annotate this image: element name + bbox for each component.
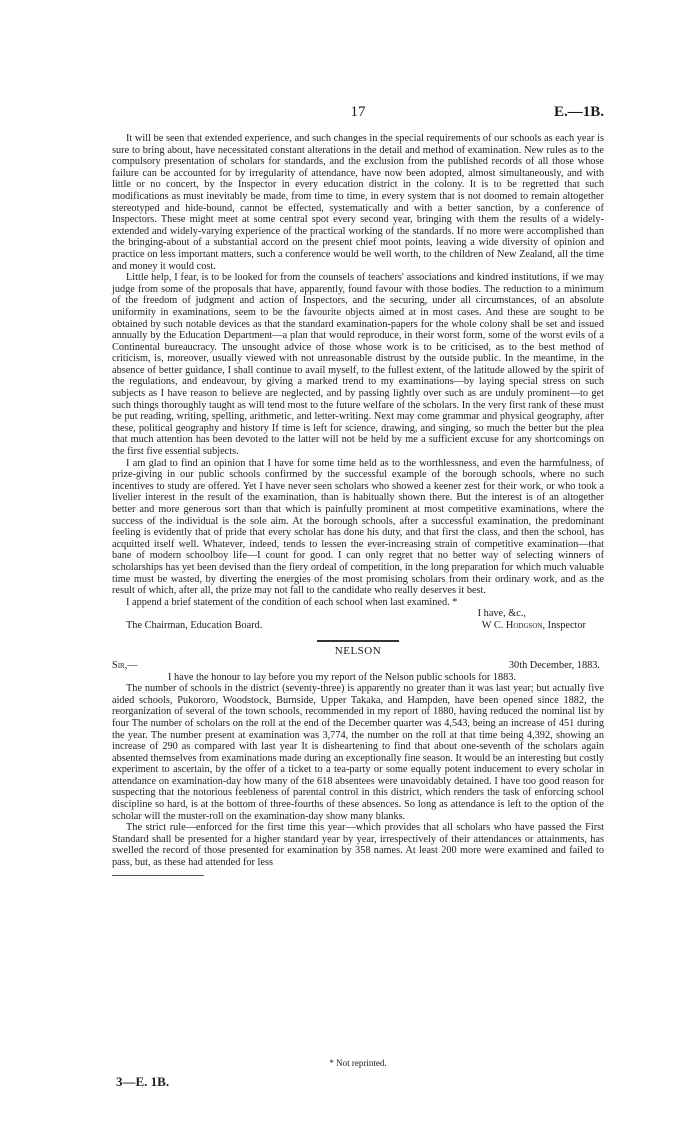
section-title: NELSON bbox=[334, 644, 382, 657]
addressee: The Chairman, Education Board. bbox=[126, 619, 263, 631]
footer-reference: 3—E. 1B. bbox=[116, 1074, 170, 1089]
page-footer bbox=[112, 1058, 604, 1098]
paragraph: Little help, I fear, is to be looked for from the counsels of teachers' associations and kindred institutions, if we may judge from some of the proposals that have, apparently, found favour with those bodies. The reduction to a minimum of the freedom of judgment and action of Inspectors, and the securing, under all circumstances, of an absolute uniformity in examinations, seem to be the favourite objects aimed at in most cases. And these are sought to be obtained by such notable devices as that the standard examination-papers for the whole colony shall be set and issued annually by the Education Department—a plan that would reproduce, in their worst form, some of the worst evils of a Continental bureaucracy. The unsought advice of those whose work is to be criticised, as to the best method of criticism, is, moreover, usually viewed with not unreasonable distrust by the outside public. In the meantime, in the absence of better guidance, I shall continue to avail myself, to the fullest extent, of the latitude allowed by the spirit of the regulations, and endeavour, by giving a marked trend to my examinations—by laying special stress on such subjects as I have reason to believe are neglected, and by passing lightly over such as are unduly prominent—to get such things thoroughly taught as will tend most to the future welfare of the scholars. In the very first rank of these must be put reading, writing, spelling, arithmetic, and letter-writing. Next may come grammar and physical geography, after these, political geography and history If time is left for science, drawing, and singing, so much the better but the plea that much attention has been devoted to the latter will not be held by me a sufficient excuse for any shortcomings on the first five essential subjects. bbox=[112, 272, 604, 458]
salutation: Sir,— bbox=[112, 659, 138, 671]
letter-date: 30th December, 1883. bbox=[508, 659, 600, 671]
salutation-line bbox=[112, 660, 604, 672]
document-reference: E.—1B. bbox=[553, 104, 604, 120]
closing-greeting: I have, &c., bbox=[477, 608, 526, 620]
signature-line bbox=[112, 620, 604, 632]
paragraph: It will be seen that extended experience, and such changes in the special requirements of our schools as each year is sure to bring about, have necessitated constant alterations in the detail and method of examination. New rules as to the compulsory presentation of scholars for standards, and the exclusion from the published records of all those whose failure can be accounted for by irregularity of attendance, have now been adopted, almost simultaneously, and with little or no concert, by the Inspector in every education district in the colony. It is to be regretted that such modifications as must inevitably be made, from time to time, in every system that is not doomed to remain altogether stereotyped and hide-bound, cannot be effected, systematically and with a better sanction, by a conference of Inspectors. These might meet at some central spot every second year, bringing with them the results of a widely-extended and widely-varying experience of the practical working of the standards. If no more were accomplished than the bringing-about of a substantial accord on the present chief moot points, leaving a wide diversity of opinion and practice on less important matters, such a conference would be well worth, to the children of New Zealand, all the time and money it would cost. bbox=[112, 133, 604, 272]
footnote: * Not reprinted. bbox=[329, 1058, 387, 1068]
footnote-separator bbox=[112, 875, 204, 876]
paragraph: The strict rule—enforced for the first time this year—which provides that all scholars who have passed the First Standard shall be presented for a higher standard year by year, irrespectively of their attendances or attainments, has swelled the record of those presented for examination by 358 names. At least 200 more were examined and failed to pass, but, as these had attended for less bbox=[112, 822, 604, 869]
paragraph: I append a brief statement of the condition of each school when last examined. * bbox=[126, 596, 458, 608]
report-body bbox=[112, 133, 604, 876]
paragraph: I have the honour to lay before you my report of the Nelson public schools for 1883. bbox=[168, 671, 517, 683]
signature-title: , Inspector bbox=[542, 619, 586, 631]
paragraph: I am glad to find an opinion that I have for some time held as to the worthlessness, and even the harmfulness, of prize-giving in our public schools confirmed by the successful example of the borough schools, where no such incentives to study are offered. Yet I have never seen scholars who showed a keener zest for their work, or who took a livelier interest in the result of the examination, than is habitually shown there. But the interest is of an altogether better and more generous sort than that which is painfully prominent at most competitive examinations, where the success of the individual is the sole aim. At the borough schools, after a successful examination, the predominant feeling is evidently that of pride that every scholar has done his duty, and that first the class, and then the school, has acquitted itself well. Whatever, indeed, tends to lessen the ever-increasing strain of competitive examination—that bane of modern schoolboy life—I count for good. I can only regret that no better way of selecting winners of scholarships has yet been devised than the fiery ordeal of competition, in the long preparation for which much valuable time must be wasted, by diverting the energies of the most promising scholars from their ordinary work, and as the result of which, after all, the prize may not fall to the candidate who really deserves it best. bbox=[112, 457, 604, 597]
paragraph: The number of schools in the district (seventy-three) is apparently no greater than it was last year; but actually five aided schools, Pukororo, Woodstock, Burnside, Upper Takaka, and Hampden, have been opened since 1882, the reorganization of several of the town schools, recommended in my report of 1880, having reduced the nominal list by four The number of scholars on the roll at the end of the December quarter was 4,543, being an increase of 451 during the year. The number present at examination was 3,774, the number on the roll at that time being 4,392, showing an increase of 290 as compared with last year It is disheartening to find that about one-seventh of the scholars again absented themselves from examinations made during an exceptionally fine season. It would be an interesting but costly experiment to ascertain, by the offer of a ticket to a tea-party or some equally potent inducement to every scholar in attendance on examination-day how many of the 618 absentees were unavoidably detained. I have too good reason for suspecting that the notorious feebleness of parental control in this district, which renders the task of enforcing school discipline so hard, is at the bottom of three-fourths of these absences. So long as attendance is left to the option of the scholar will the muster-roll on the examination-day show many blanks. bbox=[112, 683, 604, 822]
page-header bbox=[112, 104, 604, 126]
signature-initials: W C. bbox=[481, 619, 504, 631]
page-number: 17 bbox=[350, 104, 366, 120]
signature bbox=[482, 620, 586, 632]
signature-name: Hodgson bbox=[505, 619, 543, 631]
section-divider bbox=[317, 640, 399, 642]
